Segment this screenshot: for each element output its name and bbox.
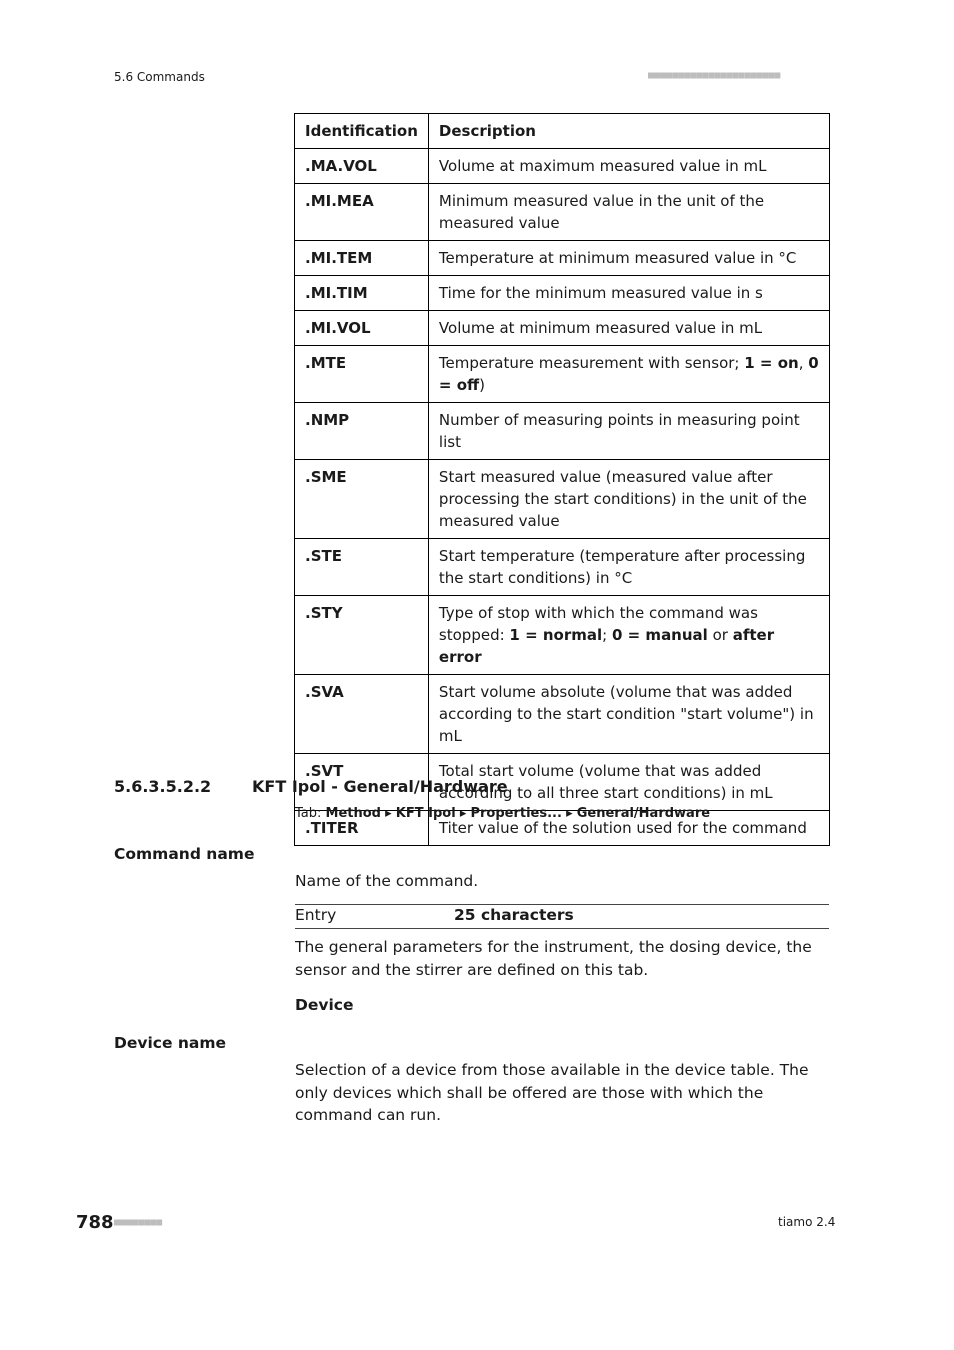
page-number: 788 (76, 1212, 114, 1233)
tab-path-separator: ▸ (561, 806, 577, 821)
footer-product: tiamo 2.4 (778, 1215, 836, 1229)
description-cell (428, 149, 829, 184)
table-row (295, 276, 830, 311)
description-text: ; (602, 626, 612, 644)
table-row (295, 149, 830, 184)
description-text: or (707, 626, 733, 644)
command-name-description: Name of the command. (295, 872, 479, 890)
table-row (295, 460, 830, 539)
description-text: Volume at minimum measured value in mL (438, 319, 763, 337)
device-name-label: Device name (114, 1034, 227, 1052)
description-text: Time for the minimum measured value in s (438, 284, 763, 302)
description-emphasis: 0 = off (438, 354, 819, 394)
description-text: Type of stop with which the command was stopped: (438, 604, 758, 644)
tab-path-separator: ▸ (381, 806, 396, 821)
table-row (295, 675, 830, 754)
section-title: KFT Ipol - General/Hardware (252, 777, 508, 796)
general-tab-description: The general parameters for the instrument, the dosing device, the sensor and the stirrer are defined on this tab. (295, 938, 812, 979)
description-text: ) (479, 376, 486, 394)
identification-cell: .SVA (295, 675, 429, 754)
description-emphasis: after error (438, 626, 775, 666)
description-cell (428, 184, 829, 241)
entry-key: Entry (295, 906, 337, 924)
description-cell (428, 346, 829, 403)
running-header-dots: ■■■■■■■■■■■■■■■■■■■■■■ (648, 70, 781, 81)
identification-cell: .MA.VOL (295, 149, 429, 184)
table-row (295, 346, 830, 403)
footer-dots: ■■■■■■■■ (114, 1217, 163, 1228)
description-text: Temperature measurement with sensor; (438, 354, 745, 372)
identification-cell: .MI.VOL (295, 311, 429, 346)
description-text: , (798, 354, 809, 372)
device-subheading: Device (295, 996, 354, 1014)
description-text: Start measured value (measured value after processing the start conditions) in the unit of the measured value (438, 468, 807, 530)
column-header-description: Description (428, 114, 829, 149)
tab-path-part: Method (325, 806, 381, 821)
description-text: Total start volume (volume that was added according to all three start conditions) in mL (438, 762, 773, 802)
description-cell (428, 539, 829, 596)
identification-cell: .MI.TIM (295, 276, 429, 311)
description-cell (428, 311, 829, 346)
identification-cell: .MI.TEM (295, 241, 429, 276)
description-cell (428, 596, 829, 675)
table-body (295, 149, 830, 846)
description-text: Minimum measured value in the unit of the measured value (438, 192, 765, 232)
tab-path-part: Properties... (470, 806, 562, 821)
description-cell (428, 460, 829, 539)
entry-row (295, 904, 829, 929)
description-cell (428, 276, 829, 311)
table-row (295, 403, 830, 460)
tab-path-prefix: Tab: (295, 806, 326, 821)
device-name-description: Selection of a device from those available in the device table. The only devices which shall be offered are those with which the command can run. (295, 1061, 809, 1124)
description-text: Number of measuring points in measuring point list (438, 411, 800, 451)
description-text: Volume at maximum measured value in mL (438, 157, 767, 175)
description-emphasis: 1 = normal (509, 626, 603, 644)
identification-cell: .STY (295, 596, 429, 675)
identification-cell: .STE (295, 539, 429, 596)
identification-cell: .SVT (295, 754, 429, 811)
table-row (295, 539, 830, 596)
identification-cell: .TITER (295, 811, 429, 846)
identification-cell: .MI.MEA (295, 184, 429, 241)
description-emphasis: 0 = manual (611, 626, 708, 644)
description-text: Start temperature (temperature after processing the start conditions) in °C (438, 547, 806, 587)
table-header-row (295, 114, 830, 149)
description-text: Temperature at minimum measured value in °C (438, 249, 797, 267)
table-row (295, 311, 830, 346)
tab-path-part: General/Hardware (576, 806, 711, 821)
description-text: Titer value of the solution used for the command (438, 819, 807, 837)
table-row (295, 184, 830, 241)
running-header-section: 5.6 Commands (114, 70, 205, 84)
table-row (295, 241, 830, 276)
entry-value: 25 characters (454, 906, 574, 924)
tab-path-part: KFT Ipol (395, 806, 456, 821)
identification-cell: .NMP (295, 403, 429, 460)
column-header-identification: Identification (295, 114, 429, 149)
tab-path (295, 806, 710, 821)
description-text: Start volume absolute (volume that was added according to the start condition "start volume") in mL (438, 683, 814, 745)
description-emphasis: 1 = on (744, 354, 799, 372)
description-cell (428, 403, 829, 460)
identification-cell: .SME (295, 460, 429, 539)
tab-path-separator: ▸ (455, 806, 471, 821)
description-cell (428, 675, 829, 754)
description-cell (428, 241, 829, 276)
tab-path-parts (326, 806, 711, 821)
identification-cell: .MTE (295, 346, 429, 403)
parameter-table (294, 113, 830, 846)
command-name-label: Command name (114, 845, 255, 863)
section-number: 5.6.3.5.2.2 (114, 777, 212, 796)
table-row (295, 596, 830, 675)
